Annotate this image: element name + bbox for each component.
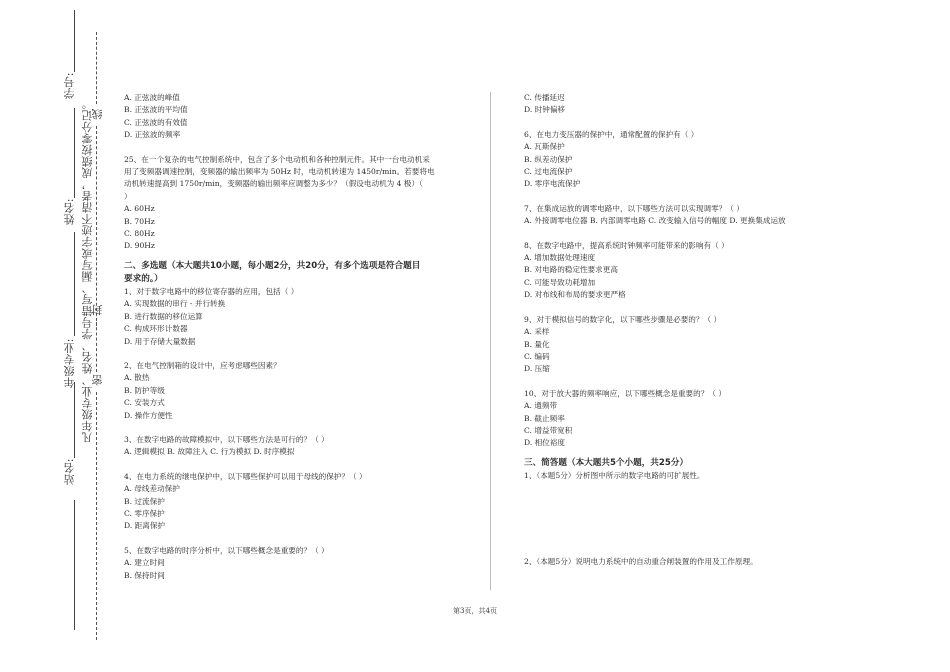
page-number: 第3页，共4页 bbox=[453, 607, 497, 615]
option: C. 正弦波的有效值 bbox=[124, 117, 188, 127]
question-text: 9、对于模拟信号的数字化，以下哪些步骤是必要的？（ ） bbox=[524, 314, 722, 324]
option: B. 纵差动保护 bbox=[524, 154, 573, 164]
question-text: 5、在数字电路的时序分析中，以下哪些概念是重要的？（ ） bbox=[124, 545, 329, 555]
question-text: ） bbox=[124, 191, 132, 201]
option: C. 构成环形计数器 bbox=[124, 324, 188, 334]
seal-dash-line bbox=[96, 322, 97, 372]
option: D. 压缩 bbox=[524, 364, 550, 374]
option: D. 90Hz bbox=[124, 241, 155, 251]
option: B. 正弦波的平均值 bbox=[124, 105, 188, 115]
option: C. 安装方式 bbox=[124, 398, 165, 408]
question-text: 2、（本题5分）说明电力系统中的自动重合闸装置的作用及工作原理。 bbox=[524, 557, 758, 567]
right-column bbox=[524, 92, 854, 569]
option: A. 逻辑模拟 B. 故障注入 C. 行为模拟 D. 时序模拟 bbox=[124, 447, 295, 457]
option: A. 通频带 bbox=[524, 401, 558, 411]
option: A. 外接调零电位器 B. 内部调零电路 C. 改变输入信号的幅度 D. 更换集成运放 bbox=[524, 216, 786, 226]
station-line bbox=[74, 382, 75, 458]
option: B. 70Hz bbox=[124, 216, 155, 226]
option: B. 进行数据的移位运算 bbox=[124, 311, 203, 321]
grade-major-line bbox=[74, 232, 75, 336]
grade-major-label: 年级专业: bbox=[63, 338, 76, 389]
option: A. 母线差动保护 bbox=[124, 484, 180, 494]
left-column bbox=[124, 92, 480, 582]
option: D. 正弦波的频率 bbox=[124, 130, 181, 140]
seal-xian: 线 bbox=[91, 108, 104, 120]
seal-mi: 密 bbox=[91, 374, 104, 386]
question-text: 8、在数字电路中，提高系统时钟频率可能带来的影响有（ ） bbox=[524, 240, 729, 250]
seal-dash-line bbox=[96, 32, 97, 104]
option: C. 传播延迟 bbox=[524, 93, 565, 102]
binding-margin bbox=[0, 0, 110, 672]
option: D. 对布线和布局的要求更严格 bbox=[524, 290, 626, 300]
option: C. 编码 bbox=[524, 351, 550, 361]
option: A. 增加数据处理速度 bbox=[524, 253, 596, 263]
answer-space bbox=[524, 482, 854, 556]
seal-dash-line bbox=[96, 392, 97, 640]
option: B. 量化 bbox=[524, 339, 550, 349]
option: A. 实现数据的串行 - 并行转换 bbox=[124, 299, 226, 309]
option: C. 增益带宽积 bbox=[524, 425, 573, 435]
option: B. 对电路的稳定性要求更高 bbox=[524, 265, 618, 275]
option: C. 80Hz bbox=[124, 229, 155, 239]
question-text: 10、对于放大器的频率响应，以下哪些概念是重要的？（ ） bbox=[524, 388, 726, 398]
name-label: 姓名: bbox=[63, 198, 76, 226]
option: A. 正弦波的峰值 bbox=[124, 93, 180, 102]
section-title: 二、多选题（本大题共10小题，每小题2分，共20分，有多个选项是符合题目 bbox=[124, 260, 421, 271]
question-text: 2、在电气控制箱的设计中，应考虑哪些因素？ bbox=[124, 360, 281, 370]
option: D. 相位裕度 bbox=[524, 438, 566, 448]
option: A. 散热 bbox=[124, 373, 150, 383]
section-title: 要求的。） bbox=[124, 273, 163, 284]
question-text: 动机转速提高到 1750r/min，变频器的输出频率应调整为多少？（假设电动机为 4 极）（ bbox=[124, 179, 423, 189]
column-divider bbox=[490, 92, 491, 590]
option: A. 采样 bbox=[524, 327, 550, 337]
question-text: 3、在数字电路的故障模拟中，以下哪些方法是可行的？（ ） bbox=[124, 434, 329, 444]
option: D. 零序电流保护 bbox=[524, 179, 581, 189]
question-text: 6、在电力变压器的保护中，通常配置的保护有（ ） bbox=[524, 129, 699, 139]
section-title: 三、简答题（本大题共5个小题，共25分） bbox=[524, 457, 689, 468]
option: A. 建立时间 bbox=[124, 558, 165, 568]
student-id-label: 学号: bbox=[63, 72, 76, 100]
seal-dash-line bbox=[96, 126, 97, 326]
option: D. 用于存储大量数据 bbox=[124, 336, 196, 346]
option: B. 防护等级 bbox=[124, 385, 165, 395]
option: C. 过电流保护 bbox=[524, 167, 573, 177]
station-label: 站名: bbox=[63, 458, 76, 486]
question-text: 4、在电力系统的继电保护中，以下哪些保护可以用于母线的保护？（ ） bbox=[124, 471, 367, 481]
seal-feng: 封 bbox=[91, 304, 104, 316]
question-text: 25、在一个复杂的电气控制系统中，包含了多个电动机和各种控制元件。其中一台电动机采 bbox=[124, 154, 430, 164]
student-id-line bbox=[74, 10, 75, 72]
option: B. 保持时间 bbox=[124, 570, 165, 580]
option: D. 距离保护 bbox=[124, 521, 166, 531]
question-text: 1、（本题5分）分析图中所示的数字电路的可扩展性。 bbox=[524, 470, 705, 480]
option: D. 时钟偏移 bbox=[524, 105, 566, 115]
question-text: 1、对于数字电路中的移位寄存器的应用，包括（ ） bbox=[124, 286, 299, 296]
option: A. 瓦斯保护 bbox=[524, 142, 565, 152]
option: C. 可能导致功耗增加 bbox=[524, 277, 596, 287]
option: D. 操作方便性 bbox=[124, 410, 173, 420]
question-text: 用了变频器调速控制，变频器的输出频率为 50Hz 时，电动机转速为 1450r/min。若要将电 bbox=[124, 167, 435, 177]
option: A. 60Hz bbox=[124, 204, 155, 214]
question-text: 7、在集成运放的调零电路中，以下哪些方法可以实现调零？（ ） bbox=[524, 203, 744, 213]
binding-notice: 凡年级专业、姓名、学号错写、漏写或字迹不清者，成绩按零分记。 bbox=[81, 98, 94, 443]
option: C. 零序保护 bbox=[124, 508, 165, 518]
name-line bbox=[74, 108, 75, 198]
option: B. 截止频率 bbox=[524, 413, 565, 423]
option: B. 过流保护 bbox=[124, 496, 165, 506]
